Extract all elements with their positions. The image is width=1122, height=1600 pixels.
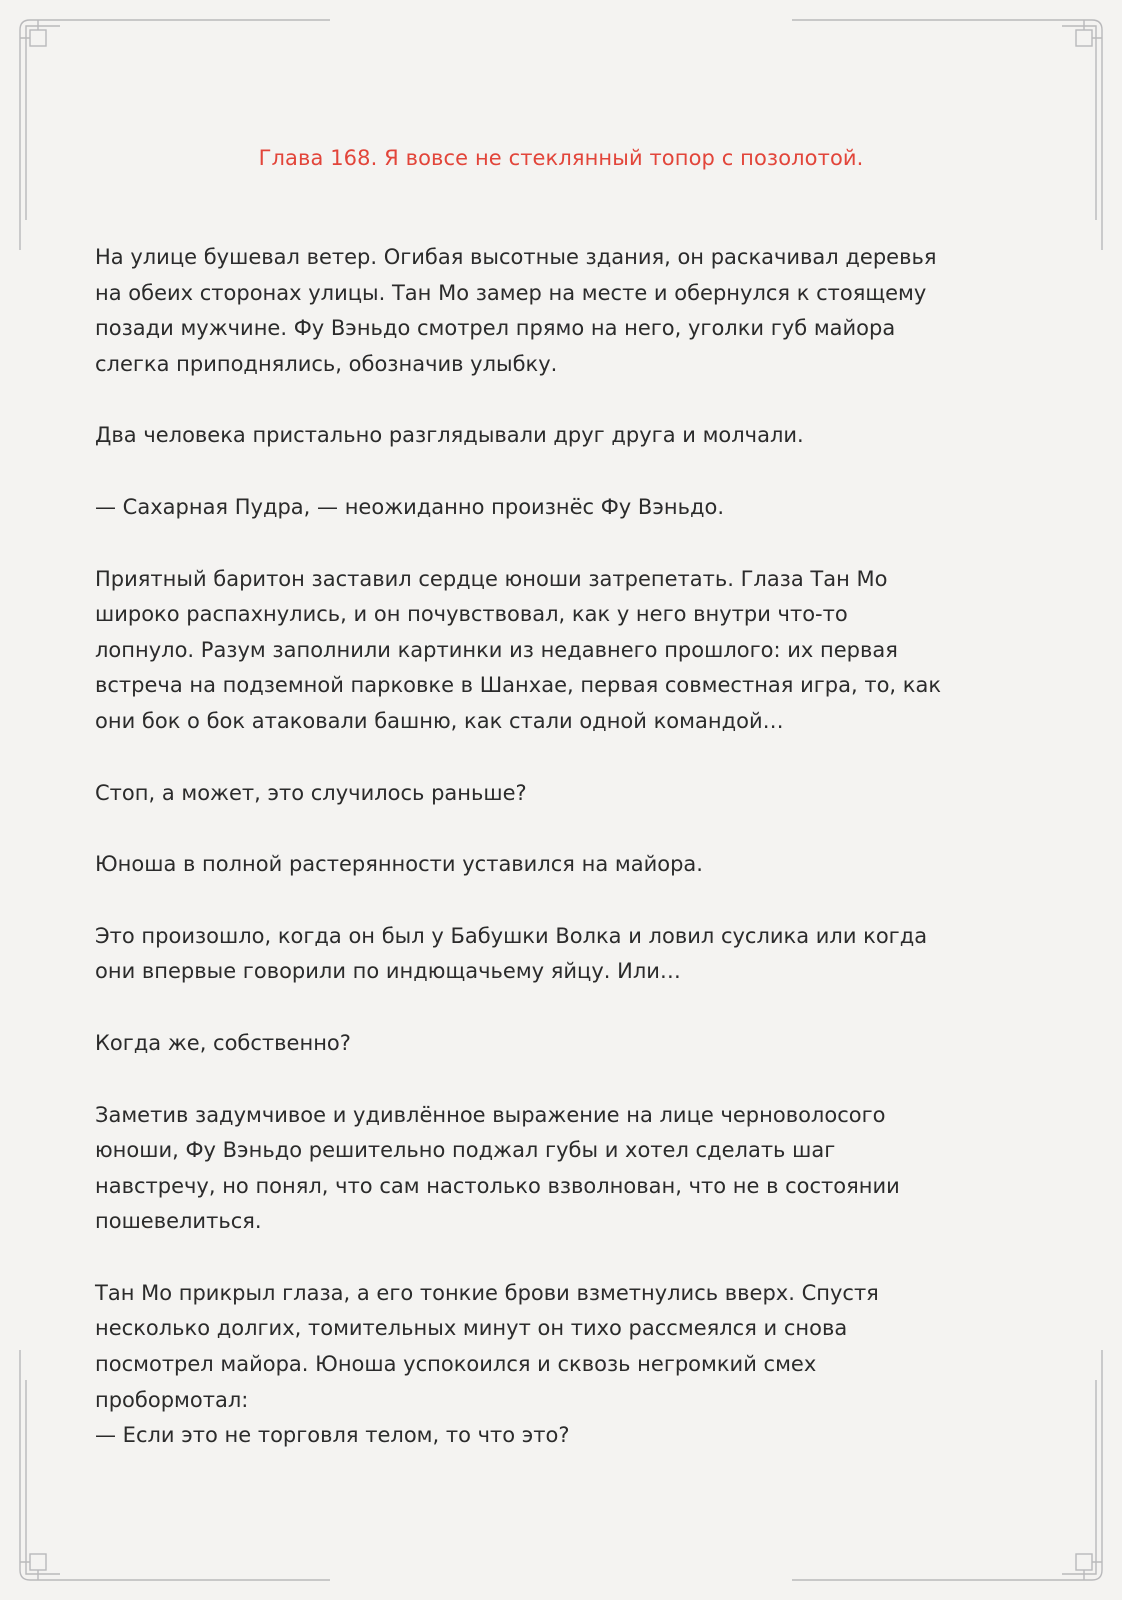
paragraph: Стоп, а может, это случилось раньше?	[95, 780, 527, 805]
paragraph-dialogue: — Если это не торговля телом, то что это?	[95, 1423, 570, 1448]
paragraph: — Сахарная Пудра, — неожиданно произнёс Фу Вэньдо.	[95, 494, 724, 519]
paragraph: Заметив задумчивое и удивлённое выражение на лице черноволосого юноши, Фу Вэньдо решительно поджал губы и хотел сделать шаг навстречу, но понял, что сам настолько взволнован, что не в состоянии пошевелиться.	[95, 1102, 900, 1234]
corner-ornament-top-right	[792, 20, 1102, 250]
chapter-title: Глава 168. Я вовсе не стеклянный топор с позолотой.	[258, 146, 864, 170]
paragraph: Два человека пристально разглядывали друг друга и молчали.	[95, 423, 804, 448]
paragraph: Когда же, собственно?	[95, 1030, 351, 1055]
paragraph: На улице бушевал ветер. Огибая высотные здания, он раскачивал деревья на обеих сторонах улицы. Тан Мо замер на месте и обернулся к стоящему позади мужчине. Фу Вэньдо смотрел прямо на него, уголки губ майора слегка приподнялись, обозначив улыбку.	[95, 245, 937, 376]
paragraph: Юноша в полной растерянности уставился на майора.	[95, 852, 703, 877]
paragraph: Тан Мо прикрыл глаза, а его тонкие брови взметнулись вверх. Спустя несколько долгих, томительных минут он тихо рассмеялся и снова посмотрел майора. Юноша успокоился и сквозь негромкий смех пробормотал:	[95, 1280, 879, 1412]
paragraph: Это произошло, когда он был у Бабушки Волка и ловил суслика или когда они впервые говорили по индющачьему яйцу. Или…	[95, 923, 928, 984]
chapter-body	[95, 240, 1035, 1454]
corner-ornament-top-left	[20, 20, 330, 250]
paragraph: Приятный баритон заставил сердце юноши затрепетать. Глаза Тан Мо широко распахнулись, и он почувствовал, как у него внутри что-то лопнуло. Разум заполнили картинки из недавнего прошлого: их первая встреча на подземной парковке в Шанхае, первая совместная игра, то, как они бок о бок атаковали башню, как стали одной командой…	[95, 566, 941, 733]
